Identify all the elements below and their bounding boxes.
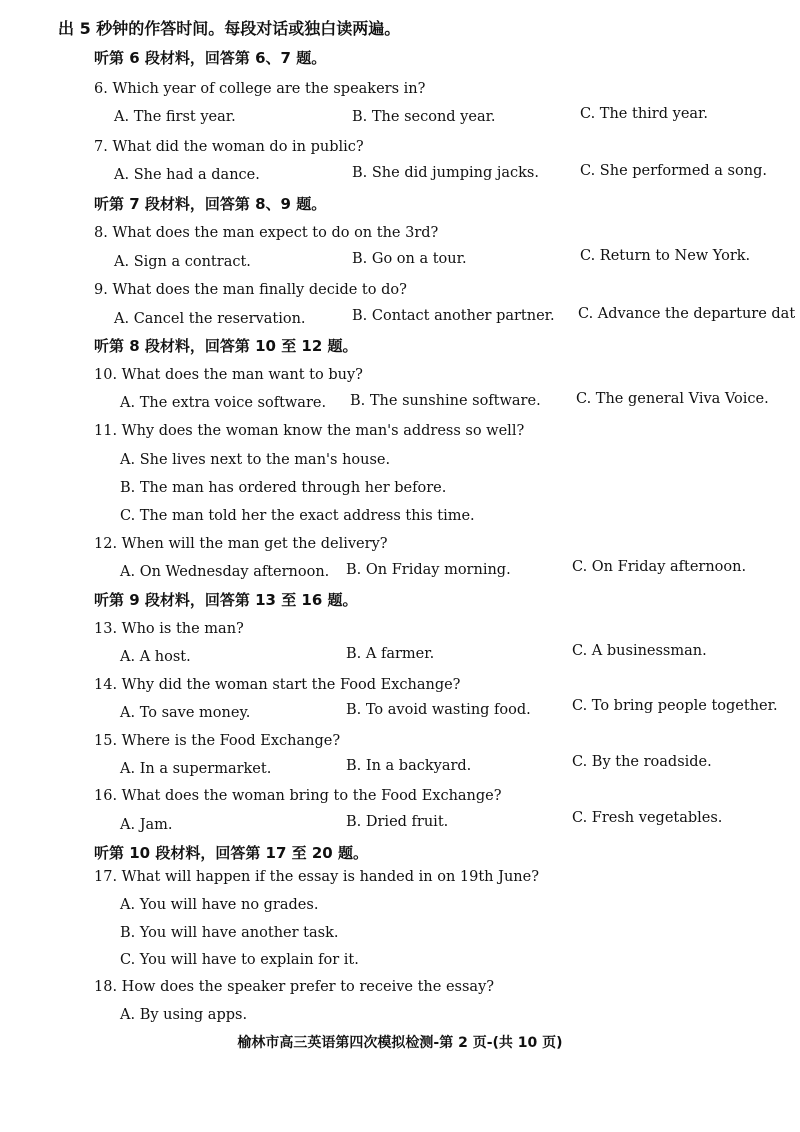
section-heading-10: 听第 10 段材料，回答第 17 至 20 题。: [94, 844, 368, 862]
question-9-option-a: A. Cancel the reservation.: [114, 311, 306, 327]
question-6-option-c: C. The third year.: [580, 106, 708, 122]
question-7-stem: 7. What did the woman do in public?: [94, 139, 364, 155]
question-8-option-b: B. Go on a tour.: [352, 251, 467, 267]
section-heading-8: 听第 8 段材料，回答第 10 至 12 题。: [94, 337, 358, 355]
question-11-option-c: C. The man told her the exact address this time.: [120, 508, 475, 524]
question-6-option-b: B. The second year.: [352, 109, 496, 125]
listening-instructions: 出 5 秒钟的作答时间。每段对话或独白读两遍。: [58, 19, 401, 38]
question-16-option-b: B. Dried fruit.: [346, 814, 449, 830]
question-12-option-b: B. On Friday morning.: [346, 562, 511, 578]
question-9-stem: 9. What does the man finally decide to do?: [94, 282, 407, 298]
question-11-option-a: A. She lives next to the man's house.: [120, 452, 391, 468]
question-10-option-a: A. The extra voice software.: [120, 395, 327, 411]
question-14-option-b: B. To avoid wasting food.: [346, 702, 531, 718]
question-11-stem: 11. Why does the woman know the man's address so well?: [94, 423, 525, 439]
question-12-option-c: C. On Friday afternoon.: [572, 559, 747, 575]
question-15-option-b: B. In a backyard.: [346, 758, 472, 774]
question-13-option-c: C. A businessman.: [572, 643, 707, 659]
question-9-option-c: C. Advance the departure dat: [578, 306, 796, 322]
question-17-stem: 17. What will happen if the essay is handed in on 19th June?: [94, 869, 539, 885]
question-8-option-a: A. Sign a contract.: [114, 254, 251, 270]
question-17-option-b: B. You will have another task.: [120, 925, 339, 941]
section-heading-6: 听第 6 段材料，回答第 6、7 题。: [94, 49, 327, 67]
question-13-stem: 13. Who is the man?: [94, 621, 244, 637]
question-12-stem: 12. When will the man get the delivery?: [94, 536, 388, 552]
question-8-option-c: C. Return to New York.: [580, 248, 751, 264]
question-11-option-b: B. The man has ordered through her before.: [120, 480, 447, 496]
question-13-option-b: B. A farmer.: [346, 646, 435, 662]
question-17-option-c: C. You will have to explain for it.: [120, 952, 359, 968]
question-16-option-c: C. Fresh vegetables.: [572, 810, 723, 826]
question-14-option-c: C. To bring people together.: [572, 698, 778, 714]
question-6-option-a: A. The first year.: [114, 109, 236, 125]
question-16-stem: 16. What does the woman bring to the Food Exchange?: [94, 788, 502, 804]
question-14-option-a: A. To save money.: [120, 705, 251, 721]
question-10-option-b: B. The sunshine software.: [350, 393, 541, 409]
question-7-option-b: B. She did jumping jacks.: [352, 165, 539, 181]
question-14-stem: 14. Why did the woman start the Food Exchange?: [94, 677, 461, 693]
section-heading-7: 听第 7 段材料，回答第 8、9 题。: [94, 195, 327, 213]
question-8-stem: 8. What does the man expect to do on the 3rd?: [94, 225, 439, 241]
question-18-option-a: A. By using apps.: [120, 1007, 248, 1023]
question-15-option-a: A. In a supermarket.: [120, 761, 272, 777]
page-footer: 榆林市高三英语第四次模拟检测-第 2 页-(共 10 页): [237, 1035, 563, 1051]
section-heading-9: 听第 9 段材料，回答第 13 至 16 题。: [94, 591, 358, 609]
question-17-option-a: A. You will have no grades.: [120, 897, 319, 913]
question-15-option-c: C. By the roadside.: [572, 754, 712, 770]
question-10-stem: 10. What does the man want to buy?: [94, 367, 363, 383]
question-9-option-b: B. Contact another partner.: [352, 308, 555, 324]
question-15-stem: 15. Where is the Food Exchange?: [94, 733, 341, 749]
question-13-option-a: A. A host.: [120, 649, 191, 665]
question-16-option-a: A. Jam.: [120, 817, 173, 833]
question-7-option-a: A. She had a dance.: [114, 167, 260, 183]
question-10-option-c: C. The general Viva Voice.: [576, 391, 769, 407]
question-7-option-c: C. She performed a song.: [580, 163, 767, 179]
question-18-stem: 18. How does the speaker prefer to receive the essay?: [94, 979, 495, 995]
question-12-option-a: A. On Wednesday afternoon.: [120, 564, 330, 580]
question-6-stem: 6. Which year of college are the speakers in?: [94, 81, 426, 97]
